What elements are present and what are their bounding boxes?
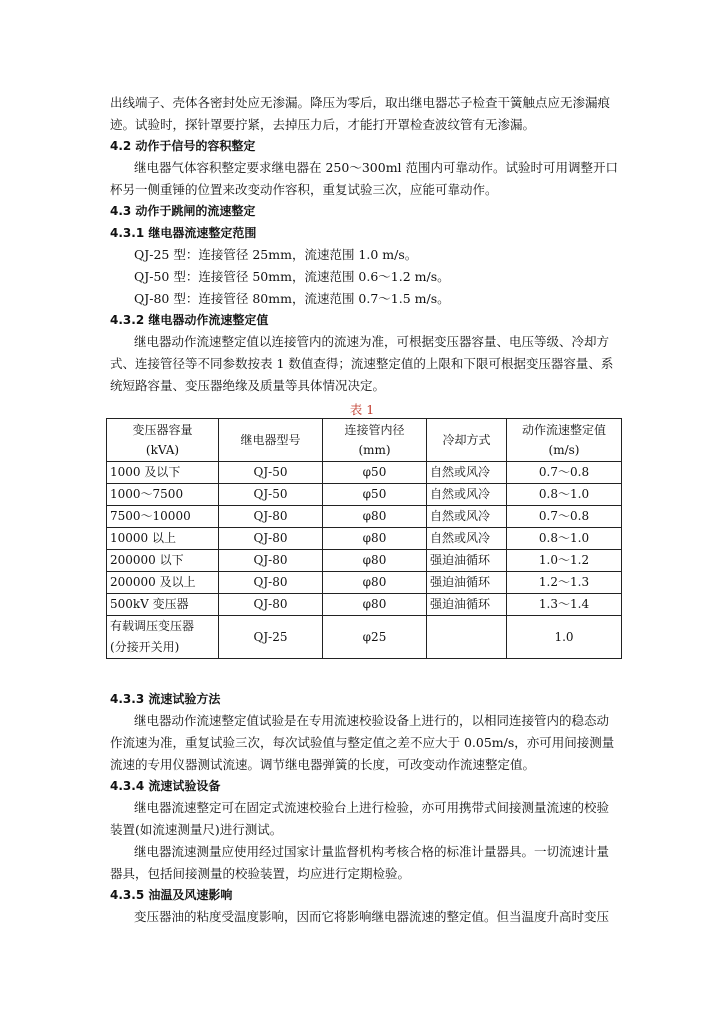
paragraph-line: 器具，包括间接测量的校验装置，均应进行定期检验。 <box>110 866 411 881</box>
cell-speed: 1.2～1.3 <box>507 572 622 594</box>
cell-cooling: 自然或风冷 <box>427 462 507 484</box>
cell-diameter: φ80 <box>323 528 427 550</box>
cell-speed: 1.0 <box>507 616 622 659</box>
cell-model: QJ-80 <box>219 572 323 594</box>
cell-diameter: φ80 <box>323 506 427 528</box>
paragraph-line: 继电器流速整定可在固定式流速校验台上进行检验，亦可用携带式间接测量流速的校验 <box>134 800 610 815</box>
cell-speed: 1.0～1.2 <box>507 550 622 572</box>
header-speed-unit: (m/s) <box>548 443 580 457</box>
cell-capacity: 1000 及以下 <box>107 462 219 484</box>
paragraph-line: 变压器油的粘度受温度影响，因而它将影响继电器流速的整定值。但当温度升高时变压 <box>134 909 610 924</box>
section-heading-4-3-3: 4.3.3 流速试验方法 <box>110 692 221 706</box>
section-heading-4-3-5: 4.3.5 油温及风速影响 <box>110 888 233 902</box>
cell-speed: 0.7～0.8 <box>507 462 622 484</box>
header-diameter <box>323 419 427 462</box>
cell-capacity <box>107 616 219 659</box>
cell-capacity: 500kV 变压器 <box>107 594 219 616</box>
header-model: 继电器型号 <box>219 419 323 462</box>
cell-model: QJ-80 <box>219 506 323 528</box>
header-capacity-unit: (kVA) <box>145 443 180 457</box>
cell-capacity: 1000～7500 <box>107 484 219 506</box>
cell-speed: 0.8～1.0 <box>507 528 622 550</box>
cell-model: QJ-50 <box>219 484 323 506</box>
cell-model: QJ-80 <box>219 550 323 572</box>
section-heading-4-2: 4.2 动作于信号的容积整定 <box>110 139 256 153</box>
table-row <box>107 616 622 659</box>
section-heading-4-3-4: 4.3.4 流速试验设备 <box>110 779 221 793</box>
table-row <box>107 550 622 572</box>
table-row <box>107 484 622 506</box>
paragraph-line: 杯另一侧重锤的位置来改变动作容积，重复试验三次，应能可靠动作。 <box>110 182 498 197</box>
cell-diameter: φ80 <box>323 572 427 594</box>
paragraph-line: 流速的专用仪器测试流速。调节继电器弹簧的长度，可改变动作流速整定值。 <box>110 757 536 772</box>
section-heading-4-3-2: 4.3.2 继电器动作流速整定值 <box>110 313 269 327</box>
header-speed-label: 动作流速整定值 <box>521 423 606 437</box>
paragraph-line: 统短路容量、变压器绝缘及质量等具体情况决定。 <box>110 378 386 393</box>
paragraph-line: 式、连接管径等不同参数按表 1 数值查得；流速整定值的上限和下限可根据变压器容量、系 <box>110 356 614 371</box>
header-capacity-label: 变压器容量 <box>132 423 193 437</box>
paragraph-line: 继电器流速测量应使用经过国家计量监督机构考核合格的标准计量器具。一切流速计量 <box>134 844 610 859</box>
cell-cooling <box>427 616 507 659</box>
cell-capacity-line: 有载调压变压器 <box>110 619 195 633</box>
table-header-row <box>107 419 622 462</box>
cell-model: QJ-80 <box>219 594 323 616</box>
cell-capacity-line: (分接开关用) <box>110 640 180 654</box>
cell-cooling: 自然或风冷 <box>427 528 507 550</box>
section-heading-4-3-1: 4.3.1 继电器流速整定范围 <box>110 226 257 240</box>
section-heading-4-3: 4.3 动作于跳闸的流速整定 <box>110 204 256 218</box>
paragraph-line: 作流速为准，重复试验三次，每次试验值与整定值之差不应大于 0.05m/s，亦可用间接测量 <box>110 735 615 750</box>
paragraph-line: 出线端子、壳体各密封处应无渗漏。降压为零后，取出继电器芯子检查干簧触点应无渗漏痕 <box>110 95 611 110</box>
cell-capacity: 200000 以下 <box>107 550 219 572</box>
cell-diameter: φ50 <box>323 462 427 484</box>
range-line-qj25: QJ-25 型：连接管径 25mm，流速范围 1.0 m/s。 <box>134 247 418 262</box>
header-diameter-label: 连接管内径 <box>344 423 405 437</box>
table-row <box>107 506 622 528</box>
cell-diameter: φ80 <box>323 594 427 616</box>
paragraph-line: 装置(如流速测量尺)进行测试。 <box>110 822 283 837</box>
header-capacity <box>107 419 219 462</box>
cell-diameter: φ25 <box>323 616 427 659</box>
cell-model: QJ-80 <box>219 528 323 550</box>
range-line-qj50: QJ-50 型：连接管径 50mm，流速范围 0.6～1.2 m/s。 <box>134 269 450 284</box>
table-row <box>107 594 622 616</box>
cell-diameter: φ80 <box>323 550 427 572</box>
cell-capacity: 200000 及以上 <box>107 572 219 594</box>
header-speed <box>507 419 622 462</box>
cell-model: QJ-25 <box>219 616 323 659</box>
cell-cooling: 强迫油循环 <box>427 572 507 594</box>
flow-speed-table <box>106 418 622 659</box>
range-line-qj80: QJ-80 型：连接管径 80mm，流速范围 0.7～1.5 m/s。 <box>134 291 450 306</box>
paragraph-line: 继电器气体容积整定要求继电器在 250～300ml 范围内可靠动作。试验时可用调整开口 <box>134 160 619 175</box>
header-cooling: 冷却方式 <box>427 419 507 462</box>
cell-model: QJ-50 <box>219 462 323 484</box>
cell-cooling: 自然或风冷 <box>427 506 507 528</box>
paragraph-line: 迹。试验时，探针罩要拧紧，去掉压力后，才能打开罩检查波纹管有无渗漏。 <box>110 117 536 132</box>
cell-speed: 0.7～0.8 <box>507 506 622 528</box>
table-row <box>107 528 622 550</box>
cell-cooling: 强迫油循环 <box>427 594 507 616</box>
table-caption: 表 1 <box>349 402 375 417</box>
cell-capacity: 10000 以上 <box>107 528 219 550</box>
header-diameter-unit: (mm) <box>358 443 391 457</box>
table-row <box>107 572 622 594</box>
cell-capacity: 7500～10000 <box>107 506 219 528</box>
cell-diameter: φ50 <box>323 484 427 506</box>
cell-cooling: 自然或风冷 <box>427 484 507 506</box>
paragraph-line: 继电器动作流速整定值试验是在专用流速校验设备上进行的，以相同连接管内的稳态动 <box>134 713 610 728</box>
cell-speed: 0.8～1.0 <box>507 484 622 506</box>
table-row <box>107 462 622 484</box>
cell-cooling: 强迫油循环 <box>427 550 507 572</box>
cell-speed: 1.3～1.4 <box>507 594 622 616</box>
paragraph-line: 继电器动作流速整定值以连接管内的流速为准，可根据变压器容量、电压等级、冷却方 <box>134 334 610 349</box>
